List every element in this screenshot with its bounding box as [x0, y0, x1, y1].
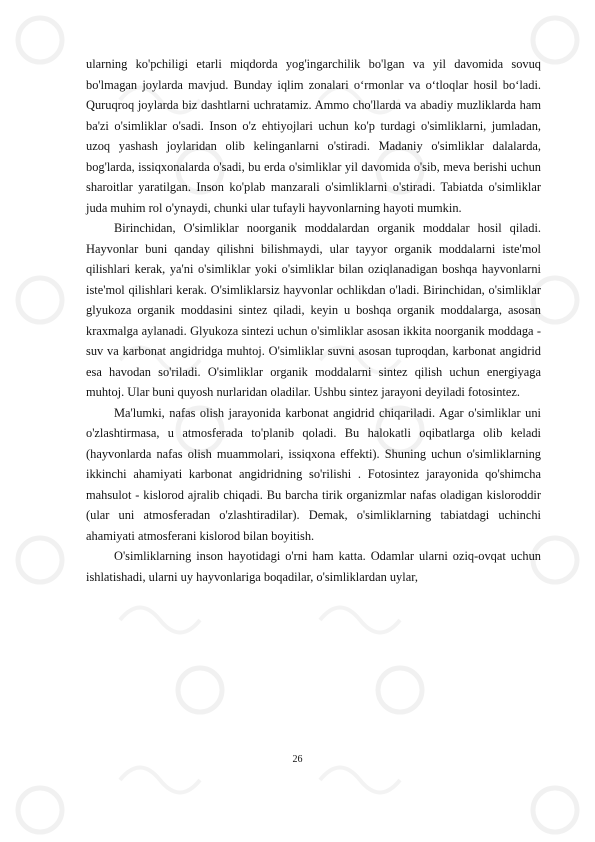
page-number: 26: [292, 754, 303, 765]
paragraph-human-use: O'simliklarning inson hayotidagi o'rni ham katta. Odamlar ularni oziq-ovqat uchun ishlatishadi, ularni uy hayvonlariga boqadilar, o'simliklardan uylar,: [86, 549, 541, 584]
paragraph-respiration: Ma'lumki, nafas olish jarayonida karbonat angidrid chiqariladi. Agar o'simliklar uni o'zlashtirmasa, u atmosferada to'planib qoladi. Bu halokatli oqibatlarga olib keladi (hayvonlarda nafas olish muammolari, issiqxona effekti). Shuning uchun o'simliklarning ikkinchi ahamiyati karbonat angidridning so'rilishi . Fotosintez jarayonida qo'shimcha mahsulot - kislorod ajralib chiqadi. Bu barcha tirik organizmlar nafas oladigan kisloroddir (ular uni atmosferadan o'zlashtiradilar). Demak, o'simliklarning tabiatdagi uchinchi ahamiyati atmosferani kislorod bilan boyitish.: [86, 405, 541, 543]
paragraph-photosynthesis: Birinchidan, O'simliklar noorganik moddalardan organik moddalar hosil qiladi. Hayvonlar buni qanday qilishni bilishmaydi, ular tayyor organik moddalarni iste'mol qilishlari kerak, ya'ni o'simliklar yoki o'simliklar bilan oziqlanadigan boshqa hayvonlarni iste'mol qilishlari kerak. O'simliklarsiz hayvonlar ochlikdan o'ladi. Birinchidan, o'simliklar glyukoza organik moddasini sintez qiladi, keyin u boshqa organik moddalarga, asosan kraxmalga aylanadi. Glyukoza sintezi uchun o'simliklar asosan ikkita noorganik moddaga - suv va karbonat angidridga muhtoj. O'simliklar suvni asosan tuproqdan, karbonat angidrid esa havodan so'riladi. O'simliklar organik moddalarni sintez qilish uchun energiyaga muhtoj. Ular buni quyosh nurlaridan oladilar. Ushbu sintez jarayoni deyiladi fotosintez.: [86, 221, 541, 399]
body-text: [86, 54, 541, 587]
paragraph-continuation: ularning ko'pchiligi etarli miqdorda yog'ingarchilik bo'lgan va yil davomida sovuq bo'lmagan joylarda mavjud. Bunday iqlim zonalari o‘rmonlar va o‘tloqlar hosil bo‘ladi. Quruqroq joylarda biz dashtlarni uchratamiz. Ammo cho'llarda va abadiy muzliklarda ham ba'zi o'simliklar o'sadi. Inson o'z ehtiyojlari uchun ko'p turdagi o'simliklarni, jumladan, uzoq yashash joylaridan olib kelinganlarni o'stiradi. Madaniy o'simliklar dalalarda, bog'larda, issiqxonalarda o'sadi, bu erda o'simliklar yil davomida o'sib, meva berishi uchun sharoitlar yaratilgan. Inson ko'plab manzarali o'simliklarni o'stiradi. Tabiatda o'simliklar juda muhim rol o'ynaydi, chunki ular tufayli hayvonlarning hayoti mumkin.: [86, 57, 541, 215]
